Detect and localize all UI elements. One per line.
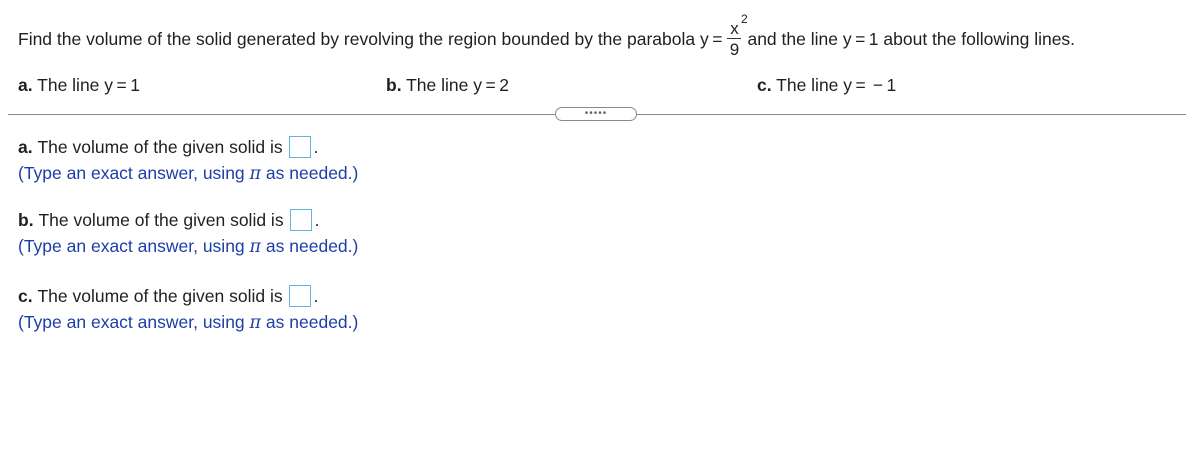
answer-b-hint: (Type an exact answer, using π as needed.): [18, 236, 359, 257]
part-a-label: a. The line y = 1: [18, 75, 140, 95]
fraction-x-squared-over-9: [727, 12, 748, 59]
pi-symbol: π: [249, 313, 262, 333]
answer-c-letter: c.: [18, 285, 33, 306]
answer-b-prompt: The volume of the given solid is: [38, 209, 284, 230]
part-b-label: b. The line y = 2: [386, 75, 509, 95]
question-prefix: Find the volume of the solid generated by revolving the region bounded by the parabola y =: [18, 29, 723, 49]
answer-line-c: c. The volume of the given solid is .: [18, 285, 319, 306]
pi-symbol: π: [249, 164, 262, 184]
answer-c-prompt: The volume of the given solid is: [37, 285, 283, 306]
pi-symbol: π: [249, 237, 262, 257]
answer-line-a: a. The volume of the given solid is .: [18, 136, 319, 157]
answer-a-letter: a.: [18, 136, 33, 157]
answer-a-hint: (Type an exact answer, using π as needed.): [18, 163, 359, 184]
answer-block-c: [18, 284, 358, 333]
fraction-bar: [727, 38, 741, 39]
answer-block-a: [18, 135, 358, 184]
question-suffix: and the line y = 1 about the following lines.: [747, 29, 1076, 49]
answer-b-letter: b.: [18, 209, 34, 230]
fraction-denominator: 9: [729, 40, 740, 59]
fraction-numerator: x 2: [730, 12, 748, 38]
answer-block-b: [18, 208, 358, 257]
answer-c-hint: (Type an exact answer, using π as needed.): [18, 312, 359, 333]
fraction-exponent: 2: [741, 12, 748, 26]
answer-a-prompt: The volume of the given solid is: [37, 136, 283, 157]
part-c-label: c. The line y = − 1: [757, 75, 897, 95]
question-text: [18, 12, 1076, 59]
answer-b-input[interactable]: [290, 209, 312, 231]
answer-line-b: b. The volume of the given solid is .: [18, 209, 320, 230]
expand-collapse-button[interactable]: •••••: [555, 107, 637, 121]
answer-a-input[interactable]: [289, 136, 311, 158]
answer-c-input[interactable]: [289, 285, 311, 307]
